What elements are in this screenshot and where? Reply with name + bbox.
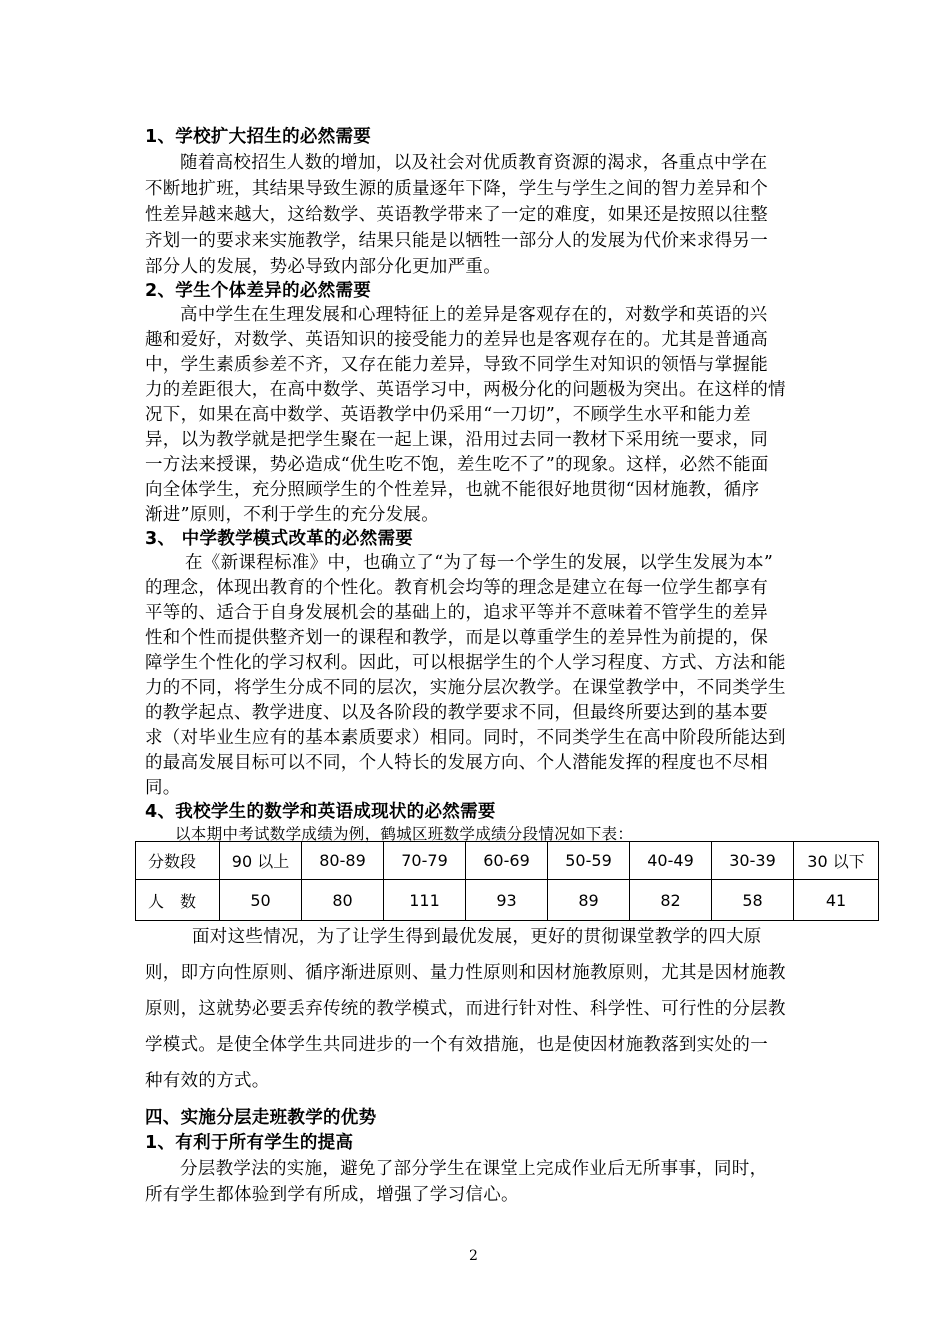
section1-line-1: 随着高校招生人数的增加，以及社会对优质教育资源的渴求，各重点中学在	[180, 153, 768, 173]
part4-subheading: 1、有利于所有学生的提高	[145, 1133, 354, 1153]
part4-line-1: 分层教学法的实施，避免了部分学生在课堂上完成作业后无所事事，同时，	[180, 1159, 768, 1179]
table-cell-range: 70-79	[384, 842, 466, 880]
section3-line-10: 同。	[145, 778, 181, 798]
section4-heading: 4、我校学生的数学和英语成现状的必然需要	[145, 802, 496, 822]
table-cell-count: 58	[712, 880, 794, 921]
table-header-score-range: 分数段	[136, 842, 220, 880]
section1-heading: 1、学校扩大招生的必然需要	[145, 127, 372, 147]
table-cell-count: 82	[630, 880, 712, 921]
table-cell-range: 90 以上	[220, 842, 302, 880]
section3-line-3: 平等的、适合于自身发展机会的基础上的，追求平等并不意味着不管学生的差异	[145, 603, 768, 623]
table-cell-range: 80-89	[302, 842, 384, 880]
table-cell-range: 40-49	[630, 842, 712, 880]
table-row-counts	[136, 880, 879, 921]
section2-line-4: 力的差距很大，在高中数学、英语学习中，两极分化的问题极为突出。在这样的情	[145, 380, 786, 400]
section3-line-7: 的教学起点、教学进度、以及各阶段的教学要求不同，但最终所要达到的基本要	[145, 703, 768, 723]
section1-line-4: 齐划一的要求来实施教学，结果只能是以牺牲一部分人的发展为代价来求得另一	[145, 231, 768, 251]
table-cell-count: 93	[466, 880, 548, 921]
section4-line-3: 原则，这就势必要丢弃传统的教学模式，而进行针对性、科学性、可行性的分层教	[145, 999, 786, 1019]
part4-heading: 四、实施分层走班教学的优势	[145, 1108, 377, 1128]
section2-heading: 2、学生个体差异的必然需要	[145, 281, 372, 301]
section1-line-5: 部分人的发展，势必导致内部分化更加严重。	[145, 257, 501, 277]
table-cell-range: 30-39	[712, 842, 794, 880]
section2-line-7: 一方法来授课，势必造成“优生吃不饱，差生吃不了”的现象。这样，必然不能面	[145, 455, 769, 475]
table-row-ranges	[136, 842, 879, 880]
section3-line-5: 障学生个性化的学习权利。因此，可以根据学生的个人学习程度、方式、方法和能	[145, 653, 786, 673]
part4-line-2: 所有学生都体验到学有所成，增强了学习信心。	[145, 1185, 519, 1205]
table-cell-range: 60-69	[466, 842, 548, 880]
section3-line-1: 在《新课程标准》中，也确立了“为了每一个学生的发展，以学生发展为本”	[185, 553, 774, 573]
section3-line-4: 性和个性而提供整齐划一的课程和教学，而是以尊重学生的差异性为前提的，保	[145, 628, 768, 648]
table-cell-range: 30 以下	[794, 842, 879, 880]
section2-line-1: 高中学生在生理发展和心理特征上的差异是客观存在的，对数学和英语的兴	[180, 305, 768, 325]
page-number: 2	[469, 1248, 478, 1264]
section4-line-2: 则，即方向性原则、循序渐进原则、量力性原则和因材施教原则，尤其是因材施教	[145, 963, 786, 983]
section3-line-6: 力的不同，将学生分成不同的层次，实施分层次教学。在课堂教学中，不同类学生	[145, 678, 786, 698]
section4-line-5: 种有效的方式。	[145, 1071, 270, 1091]
section2-line-5: 况下，如果在高中数学、英语教学中仍采用“一刀切”，不顾学生水平和能力差	[145, 405, 751, 425]
table-cell-count: 111	[384, 880, 466, 921]
section1-line-3: 性差异越来越大，这给数学、英语教学带来了一定的难度，如果还是按照以往整	[145, 205, 768, 225]
section3-line-8: 求（对毕业生应有的基本素质要求）相同。同时，不同类学生在高中阶段所能达到	[145, 728, 786, 748]
section4-intro: 以本期中考试数学成绩为例，鹤城区班数学成绩分段情况如下表：	[175, 825, 634, 843]
section2-line-9: 渐进”原则，不利于学生的充分发展。	[145, 505, 440, 525]
section4-line-1: 面对这些情况，为了让学生得到最优发展，更好的贯彻课堂教学的四大原	[192, 927, 762, 947]
section2-line-8: 向全体学生，充分照顾学生的个性差异，也就不能很好地贯彻“因材施教，循序	[145, 480, 760, 500]
section3-line-9: 的最高发展目标可以不同，个人特长的发展方向、个人潜能发挥的程度也不尽相	[145, 753, 768, 773]
table-cell-count: 50	[220, 880, 302, 921]
section1-line-2: 不断地扩班，其结果导致生源的质量逐年下降，学生与学生之间的智力差异和个	[145, 179, 768, 199]
section4-line-4: 学模式。是使全体学生共同进步的一个有效措施，也是使因材施教落到实处的一	[145, 1035, 768, 1055]
section3-heading: 3、 中学教学模式改革的必然需要	[145, 529, 414, 549]
section2-line-2: 趣和爱好，对数学、英语知识的接受能力的差异也是客观存在的。尤其是普通高	[145, 330, 768, 350]
table-cell-count: 80	[302, 880, 384, 921]
section2-line-3: 中，学生素质参差不齐，又存在能力差异，导致不同学生对知识的领悟与掌握能	[145, 355, 768, 375]
section3-line-2: 的理念，体现出教育的个性化。教育机会均等的理念是建立在每一位学生都享有	[145, 578, 768, 598]
score-distribution-table	[135, 841, 879, 921]
section2-line-6: 异，以为教学就是把学生聚在一起上课，沿用过去同一教材下采用统一要求，同	[145, 430, 768, 450]
table-cell-range: 50-59	[548, 842, 630, 880]
table-header-count: 人 数	[136, 880, 220, 921]
table-cell-count: 41	[794, 880, 879, 921]
table-cell-count: 89	[548, 880, 630, 921]
